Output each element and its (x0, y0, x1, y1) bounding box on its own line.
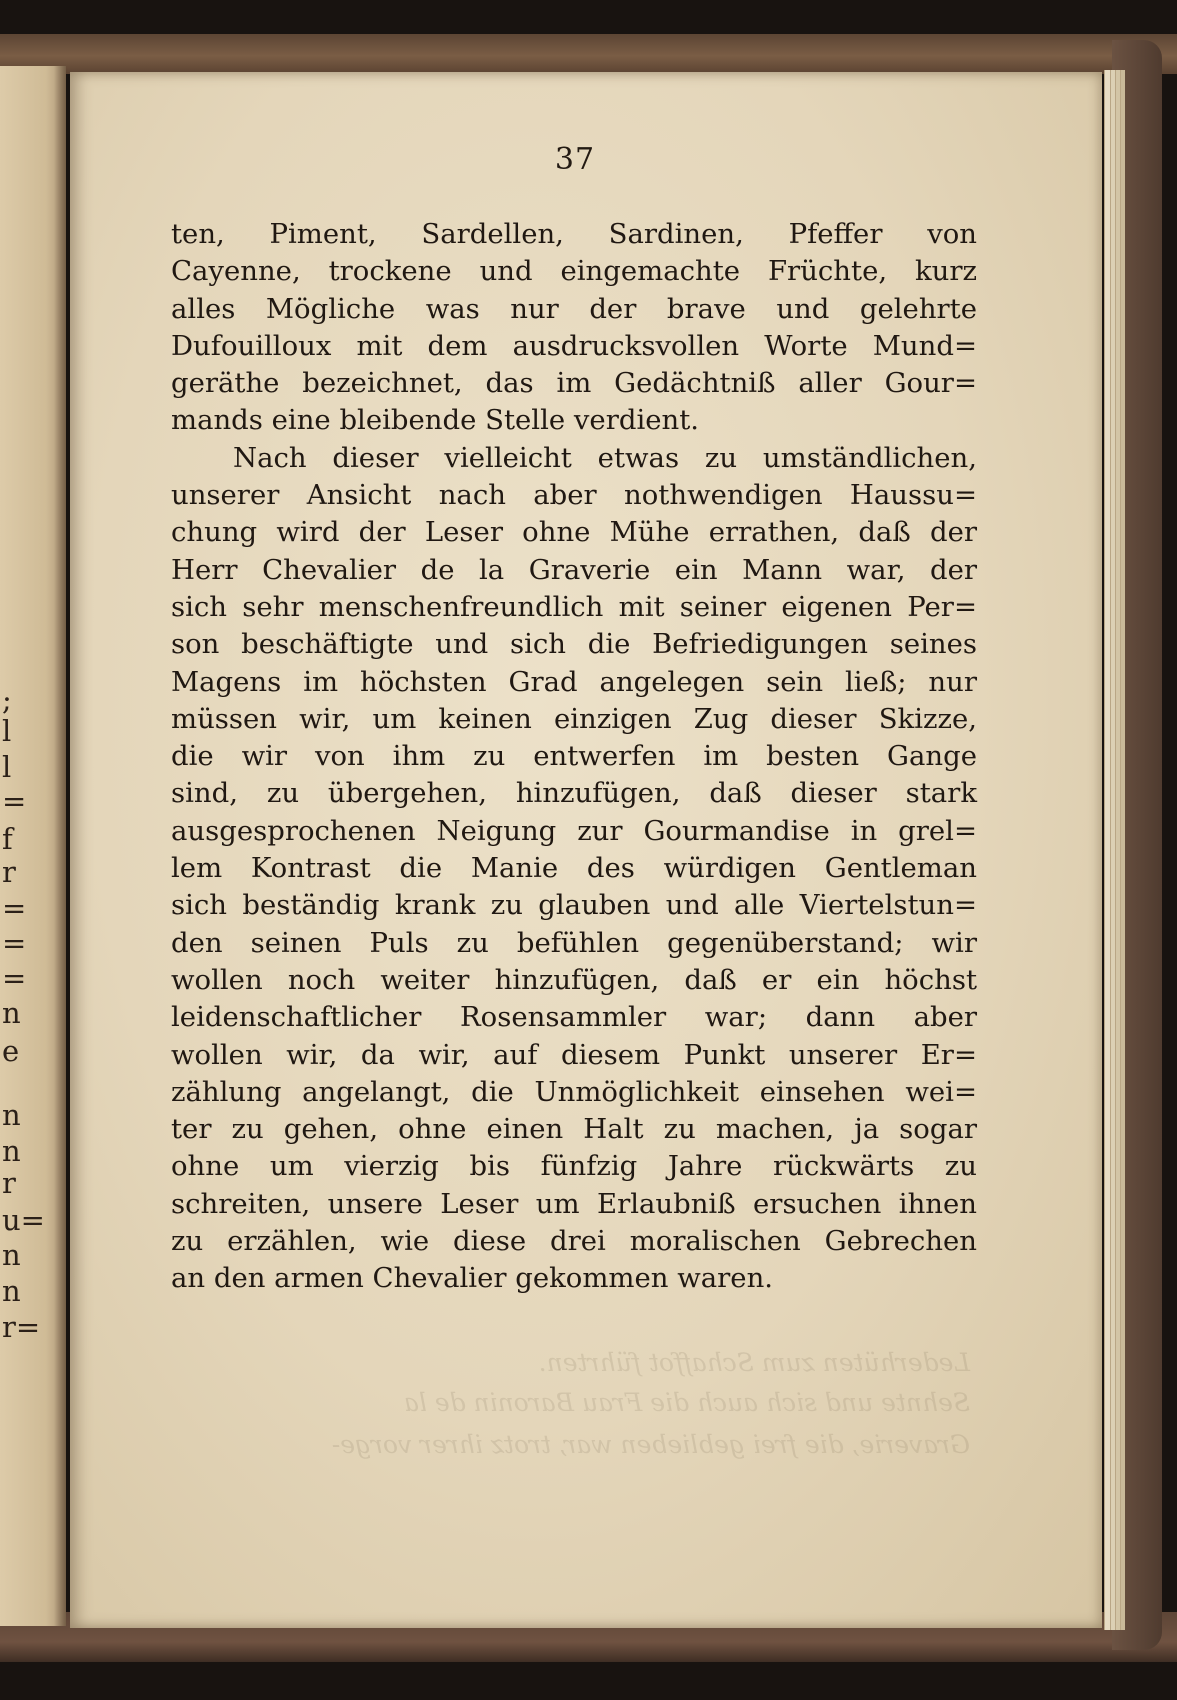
show-through-text: Graverie, die frei geblieben war, trotz ihrer vorge- (331, 1430, 970, 1459)
previous-page-line-ending: u= (2, 1203, 45, 1237)
text-line: leidenschaftlicher Rosensammler war; dann aber (171, 1001, 977, 1034)
text-line: den seinen Puls zu befühlen gegenüberstand; wir (171, 926, 977, 959)
previous-page-line-ending: n (2, 1274, 21, 1308)
previous-page-line-ending: n (2, 1238, 21, 1272)
previous-page-line-ending: = (2, 926, 27, 960)
text-line-paragraph-start: Nach dieser vielleicht etwas zu umständlichen, (233, 441, 977, 474)
body-text (171, 216, 977, 1298)
previous-page-sliver (0, 66, 66, 1626)
text-line: die wir von ihm zu entwerfen im besten Gange (171, 740, 977, 773)
text-line: schreiten, unsere Leser um Erlaubniß ersuchen ihnen (171, 1187, 977, 1220)
text-line: Herr Chevalier de la Graverie ein Mann war, der (171, 553, 977, 586)
text-line: zu erzählen, wie diese drei moralischen Gebrechen (171, 1225, 977, 1258)
text-line-paragraph-end: mands eine bleibende Stelle verdient. (171, 404, 700, 437)
page-number: 37 (554, 142, 596, 177)
text-line: ausgesprochenen Neigung zur Gourmandise in grel= (171, 814, 977, 847)
text-line: ohne um vierzig bis fünfzig Jahre rückwärts zu (171, 1150, 977, 1183)
text-line: sich sehr menschenfreundlich mit seiner eigenen Per= (171, 590, 977, 623)
previous-page-line-ending: l (2, 750, 12, 784)
page-gutter-shadow (54, 66, 66, 1626)
text-line: Cayenne, trockene und eingemachte Früchte, kurz (171, 255, 977, 288)
text-line: ten, Piment, Sardellen, Sardinen, Pfeffer von (171, 218, 977, 250)
text-line: müssen wir, um keinen einzigen Zug dieser Skizze, (171, 702, 977, 735)
previous-page-line-ending: ; (2, 683, 12, 717)
previous-page-line-ending: l (2, 714, 12, 748)
text-line: Dufouilloux mit dem ausdrucksvollen Worte Mund= (171, 329, 977, 362)
text-line: lem Kontrast die Manie des würdigen Gentleman (171, 852, 977, 885)
page-edge (1120, 70, 1125, 1630)
text-line: wollen noch weiter hinzufügen, daß er ein höchst (171, 963, 977, 996)
previous-page-line-ending: n (2, 1098, 21, 1132)
text-line: son beschäftigte und sich die Befriedigungen seines (171, 628, 977, 661)
previous-page-line-ending: r (2, 1166, 16, 1200)
text-line: sind, zu übergehen, hinzufügen, daß dieser stark (171, 777, 977, 810)
previous-page-line-ending: e (2, 1034, 20, 1068)
text-line: ter zu gehen, ohne einen Halt zu machen, ja sogar (171, 1113, 977, 1146)
text-line: sich beständig krank zu glauben und alle Viertelstun= (171, 889, 977, 922)
previous-page-line-ending: n (2, 1134, 21, 1168)
text-line: zählung angelangt, die Unmöglichkeit einsehen wei= (171, 1075, 977, 1108)
previous-page-line-ending: = (2, 784, 27, 818)
previous-page-line-ending: n (2, 996, 21, 1030)
text-line: chung wird der Leser ohne Mühe errathen, daß der (171, 516, 977, 549)
previous-page-line-ending: f (2, 822, 13, 856)
previous-page-line-ending: = (2, 961, 27, 995)
text-line-paragraph-end: an den armen Chevalier gekommen waren. (171, 1262, 774, 1295)
previous-page-line-ending: = (2, 891, 27, 925)
text-line: alles Mögliche was nur der brave und gelehrte (171, 292, 977, 325)
text-line: Magens im höchsten Grad angelegen sein ließ; nur (171, 665, 977, 698)
text-line: unserer Ansicht nach aber nothwendigen Haussu= (171, 479, 977, 512)
show-through-text: Lederhüten zum Schaffot führten. (538, 1348, 970, 1377)
previous-page-line-ending: r (2, 855, 16, 889)
show-through-text: Sehnte und sich auch die Frau Baronin de la (403, 1388, 970, 1417)
text-line: wollen wir, da wir, auf diesem Punkt unserer Er= (171, 1038, 977, 1071)
text-line: geräthe bezeichnet, das im Gedächtniß aller Gour= (171, 367, 977, 400)
previous-page-line-ending: r= (2, 1310, 41, 1344)
book-cover-top-edge (0, 34, 1177, 74)
